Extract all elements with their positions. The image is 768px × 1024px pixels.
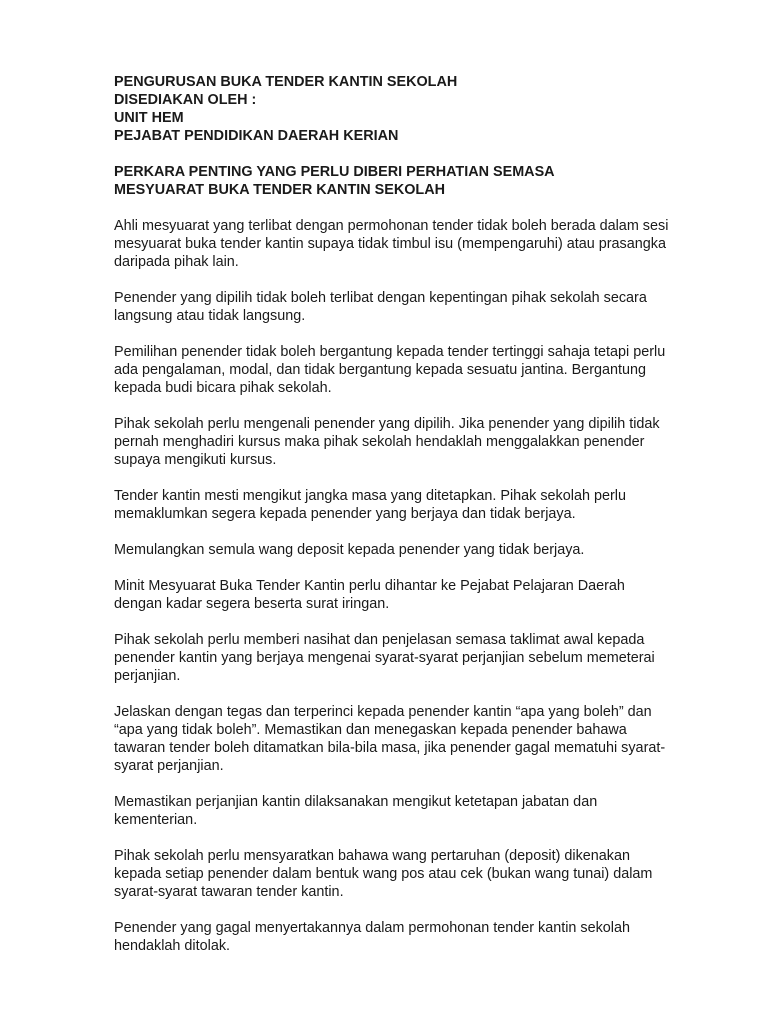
office-name: PEJABAT PENDIDIKAN DAERAH KERIAN <box>114 128 399 144</box>
paragraph: Pemilihan penender tidak boleh bergantung kepada tender tertinggi sahaja tetapi perlu ada pengalaman, modal, dan tidak bergantung kepada sesuatu jantina. Bergantung kepada budi bicara pihak sekolah. <box>114 344 666 396</box>
paragraph: Memulangkan semula wang deposit kepada penender yang tidak berjaya. <box>114 542 585 558</box>
paragraph: Penender yang gagal menyertakannya dalam permohonan tender kantin sekolah hendaklah ditolak. <box>114 920 631 954</box>
paragraph: Pihak sekolah perlu mengenali penender yang dipilih. Jika penender yang dipilih tidak pernah menghadiri kursus maka pihak sekolah hendaklah menggalakkan penender supaya mengikuti kursus. <box>114 416 660 468</box>
paragraph: Penender yang dipilih tidak boleh terlibat dengan kepentingan pihak sekolah secara langsung atau tidak langsung. <box>114 290 647 324</box>
unit-name: UNIT HEM <box>114 110 184 126</box>
paragraph: Jelaskan dengan tegas dan terperinci kepada penender kantin “apa yang boleh” dan “apa yang tidak boleh”. Memastikan dan menegaskan kepada penender bahawa tawaran tender boleh ditamatkan bila-bila masa, jika penender gagal mematuhi syarat-syarat perjanjian. <box>114 704 666 774</box>
section-heading-line-2: MESYUARAT BUKA TENDER KANTIN SEKOLAH <box>114 182 445 198</box>
paragraph: Pihak sekolah perlu mensyaratkan bahawa wang pertaruhan (deposit) dikenakan kepada setiap penender dalam bentuk wang pos atau cek (bukan wang tunai) dalam syarat-syarat tawaran tender kantin. <box>114 848 653 900</box>
prepared-by-label: DISEDIAKAN OLEH : <box>114 92 257 108</box>
document-title: PENGURUSAN BUKA TENDER KANTIN SEKOLAH <box>114 74 458 90</box>
document-header <box>114 73 674 145</box>
paragraph: Ahli mesyuarat yang terlibat dengan permohonan tender tidak boleh berada dalam sesi mesyuarat buka tender kantin supaya tidak timbul isu (mempengaruhi) atau prasangka daripada pihak lain. <box>114 218 669 270</box>
paragraph: Tender kantin mesti mengikut jangka masa yang ditetapkan. Pihak sekolah perlu memaklumkan segera kepada penender yang berjaya dan tidak berjaya. <box>114 488 626 522</box>
paragraph-list <box>114 217 674 955</box>
section-heading <box>114 163 674 199</box>
document-body <box>114 73 674 955</box>
paragraph: Pihak sekolah perlu memberi nasihat dan penjelasan semasa taklimat awal kepada penender kantin yang berjaya mengenai syarat-syarat perjanjian sebelum memeterai perjanjian. <box>114 632 655 684</box>
paragraph: Minit Mesyuarat Buka Tender Kantin perlu dihantar ke Pejabat Pelajaran Daerah dengan kadar segera beserta surat iringan. <box>114 578 625 612</box>
paragraph: Memastikan perjanjian kantin dilaksanakan mengikut ketetapan jabatan dan kementerian. <box>114 794 598 828</box>
section-heading-line-1: PERKARA PENTING YANG PERLU DIBERI PERHATIAN SEMASA <box>114 164 555 180</box>
